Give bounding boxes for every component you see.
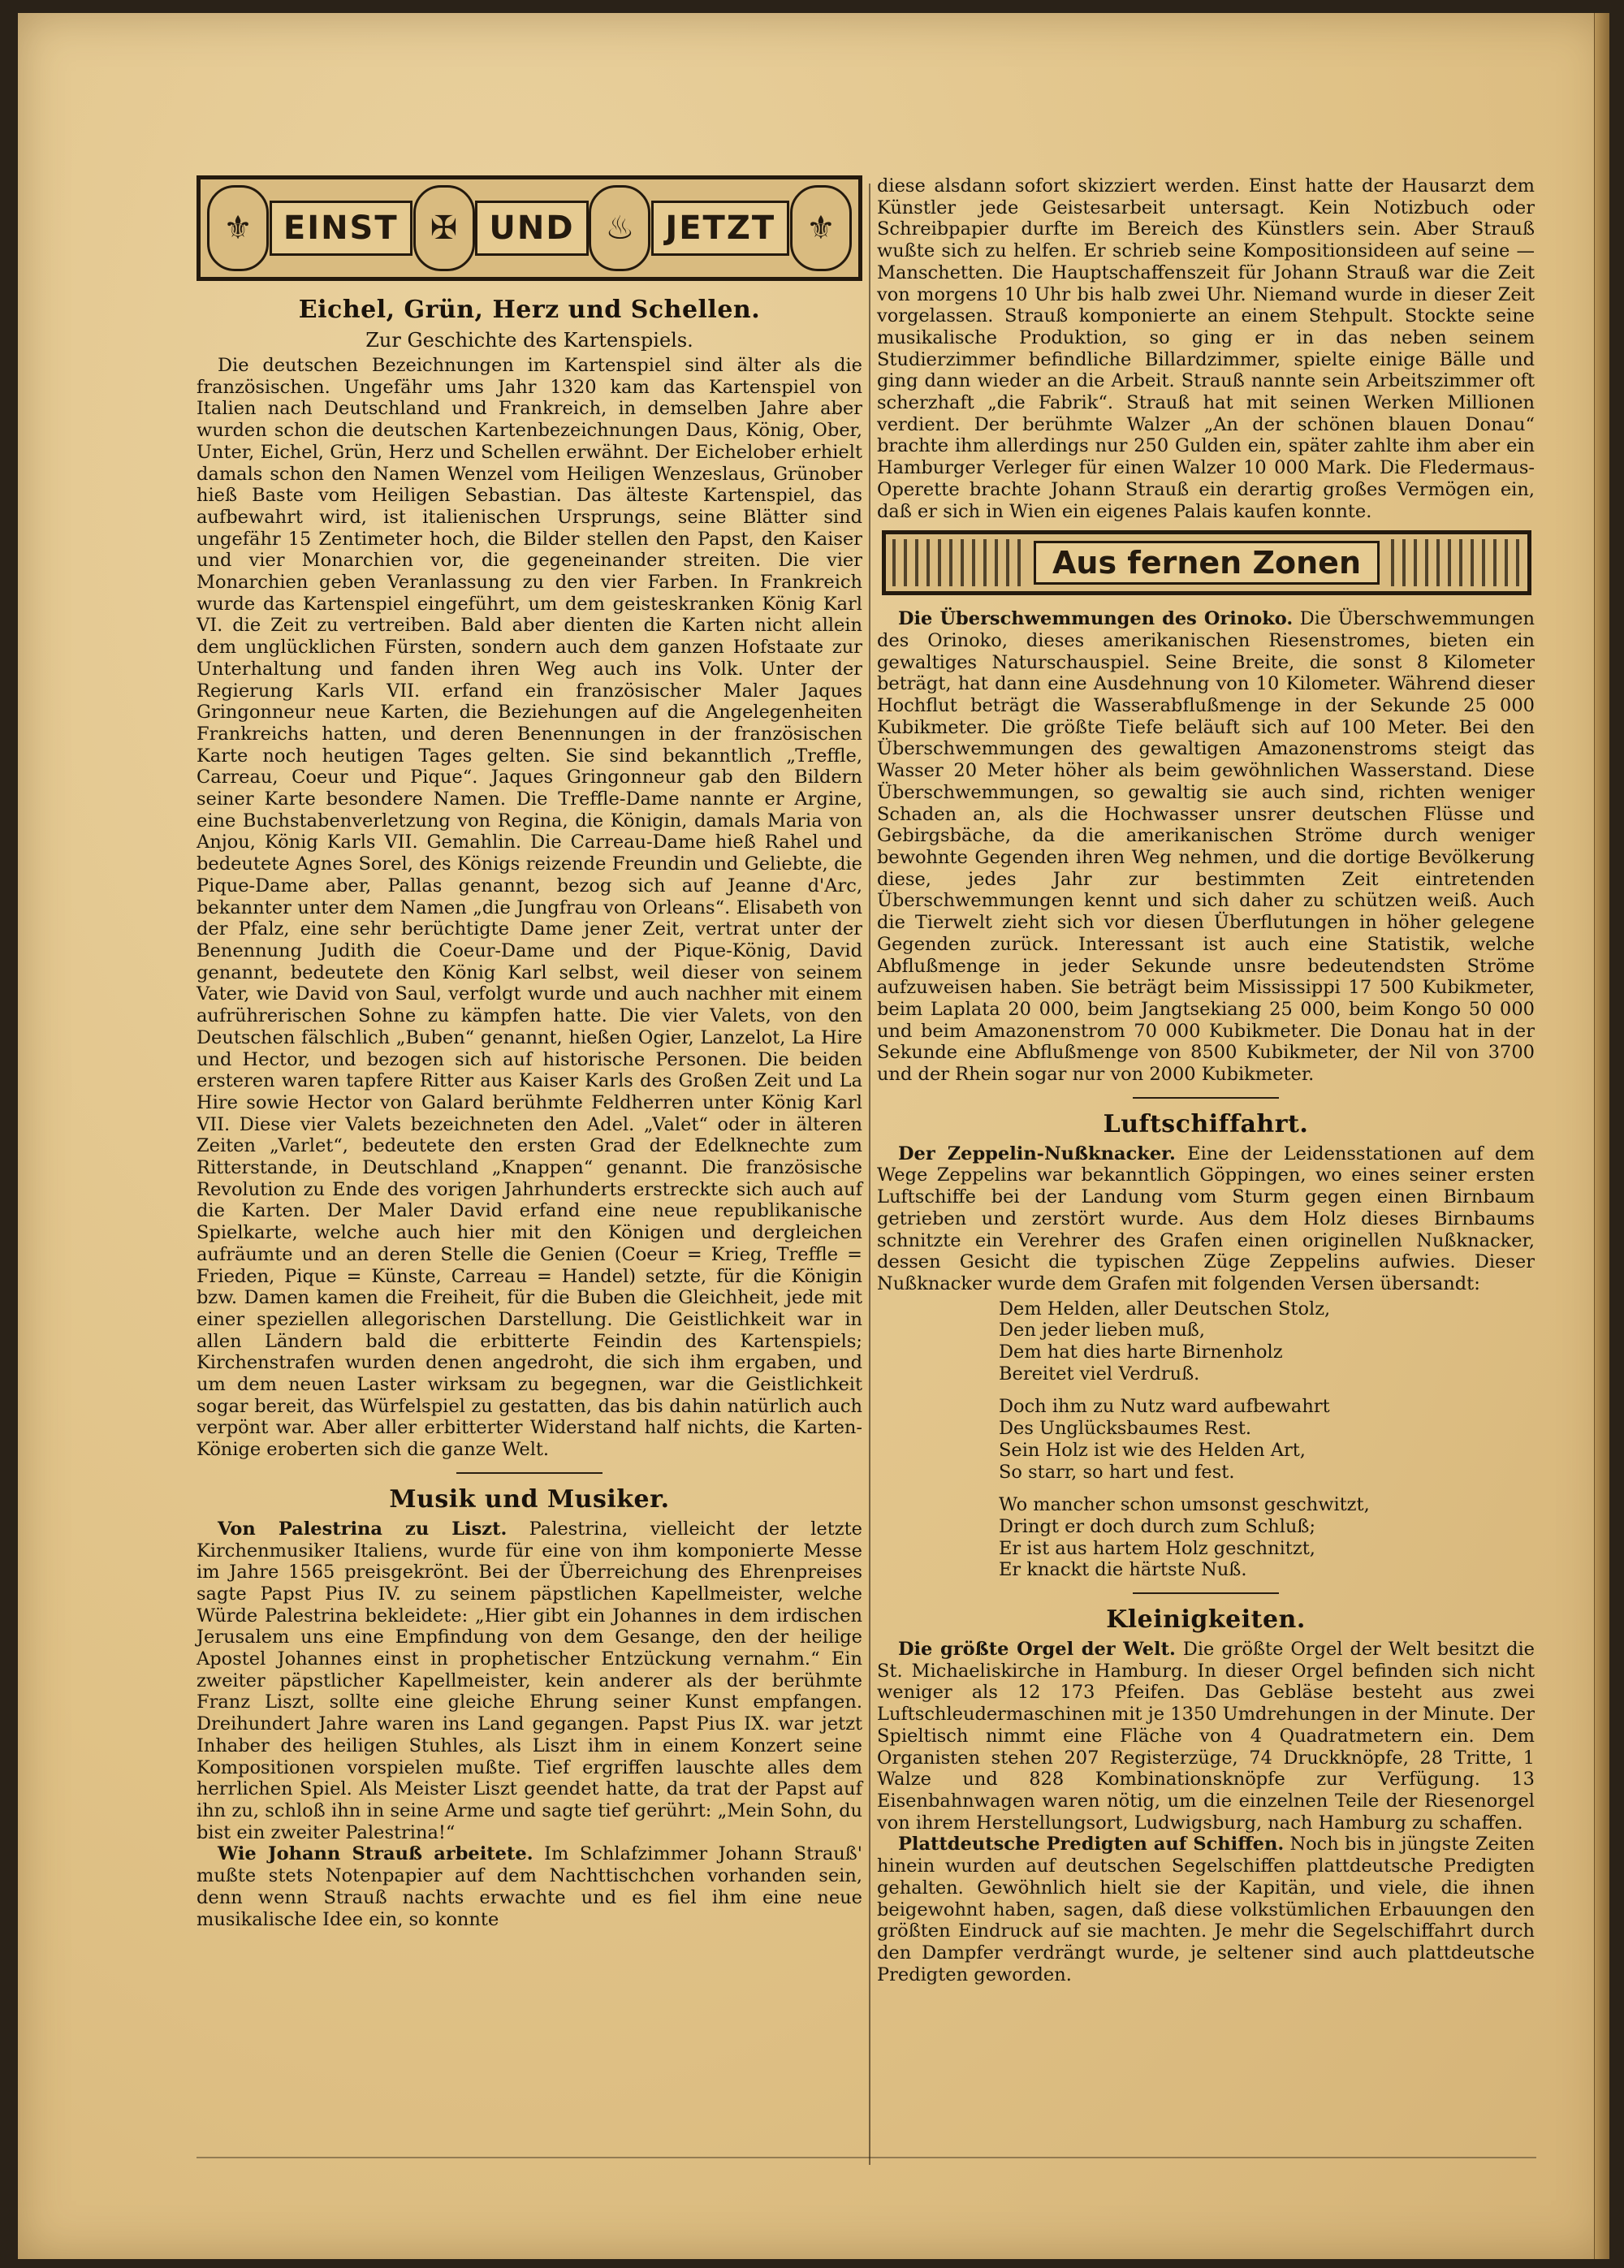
- column-divider: [869, 184, 870, 2165]
- paragraph-lead: Plattdeutsche Predigten auf Schiffen.: [898, 1834, 1285, 1855]
- article-paragraph: [877, 1834, 1535, 1985]
- article-paragraph-continued: diese alsdann sofort skizziert werden. Einst hatte der Hausarzt dem Künstler jede Geistesarbeit untersagt. Kein Notizbuch oder Schreibpapier durfte im Bereich des Künstlers sein. Aber Strauß wußte sich zu helfen. Er schrieb seine Kompositionsideen auf seine — Manschetten. Die Hauptschaffenszeit für Johann Strauß war die Zeit von morgens 10 Uhr bis halb zwei Uhr. Niemand wurde in dieser Zeit vorgelassen. Strauß komponierte an einem Stehpult. Stockte seine musikalische Produktion, so ging er in das neben seinem Studierzimmer befindliche Billardzimmer, spielte einige Bälle und ging dann wieder an die Arbeit. Strauß nannte sein Arbeitszimmer oft scherzhaft „die Fabrik“. Strauß hat mit seinen Werken Millionen verdient. Der berühmte Walzer „An der schönen blauen Donau“ brachte ihm allerdings nur 250 Gulden ein, später zahlte ihm aber ein Hamburger Verleger für einen Walzer 10 000 Mark. Die Fledermaus-Operette brachte Johann Strauß ein derartig großes Vermögen ein, daß er sich in Wien ein eigenes Palais kaufen konnte.: [877, 175, 1535, 522]
- banner-label: Aus fernen Zonen: [1034, 541, 1380, 585]
- poem-line: Bereitet viel Verdruß.: [999, 1363, 1200, 1385]
- bottom-rule: [197, 2157, 1536, 2158]
- article-subtitle: Zur Geschichte des Kartenspiels.: [365, 329, 693, 352]
- separator-rule: [456, 1472, 603, 1474]
- banner-word-und: UND: [475, 201, 588, 256]
- aus-fernen-zonen-banner: [882, 530, 1531, 595]
- article-paragraph: [197, 1843, 862, 1930]
- poem-line: Er ist aus hartem Holz geschnitzt,: [999, 1537, 1315, 1559]
- paragraph-body: Noch bis in jüngste Zeiten hinein wurden auf deutschen Segelschiffen plattdeutsche Predigten gehalten. Gewöhnlich hielt sie der Kapitän, und viele, die ihnen beigewohnt haben, sagen, daß diese volkstümlichen Erbauungen den größten Eindruck auf sie machten. Je mehr die Segelschiffahrt durch den Dampfer verdrängt wurde, je seltener sind auch plattdeutsche Predigten geworden.: [877, 1834, 1535, 1985]
- section-title-kleinigkeiten: Kleinigkeiten.: [1106, 1605, 1306, 1635]
- banner-word-einst: EINST: [270, 201, 412, 256]
- article-paragraph: [197, 1518, 862, 1844]
- article-paragraph: [877, 1143, 1535, 1295]
- section-title-musik: Musik und Musiker.: [389, 1484, 670, 1514]
- poem-line: Wo mancher schon umsonst geschwitzt,: [999, 1494, 1370, 1516]
- paragraph-lead: Die größte Orgel der Welt.: [898, 1639, 1176, 1661]
- ornament-icon: ⚜: [790, 185, 852, 271]
- separator-rule: [1133, 1097, 1279, 1099]
- paragraph-body: Eine der Leidensstationen auf dem Wege Zeppelins war bekanntlich Göppingen, wo eines seiner ersten Luftschiffe bei der Landung vom Sturm gegen einen Birnbaum getrieben und zerstört wurde. Aus dem Holz dieses Birnbaums schnitzte ein Verehrer des Grafen einen originellen Nußknacker, dessen Gesicht die typischen Züge Zeppelins aufwies. Dieser Nußknacker wurde dem Grafen mit folgenden Versen übersandt:: [877, 1143, 1535, 1294]
- page-fold: [1594, 13, 1609, 2259]
- poem-line: Doch ihm zu Nutz ward aufbewahrt: [999, 1396, 1330, 1418]
- poem-line: Des Unglücksbaumes Rest.: [999, 1418, 1252, 1440]
- poem-line: Er knackt die härtste Nuß.: [999, 1559, 1247, 1581]
- paragraph-body: Im Schlafzimmer Johann Strauß' mußte stets Notenpapier auf dem Nachttischchen vorhanden sein, denn wenn Strauß nachts erwachte und es fiel ihm eine neue musikalische Idee ein, so konnte: [197, 1843, 862, 1930]
- section-title-luftschiffahrt: Luftschiffahrt.: [1103, 1109, 1309, 1138]
- paragraph-lead: Die Überschwemmungen des Orinoko.: [898, 608, 1294, 630]
- ornament-icon: ⚜: [207, 185, 269, 271]
- banner-pattern: [892, 539, 1022, 586]
- poem-line: Den jeder lieben muß,: [999, 1320, 1205, 1341]
- poem-line: Dringt er doch durch zum Schluß;: [999, 1515, 1316, 1537]
- paragraph-lead: Von Palestrina zu Liszt.: [218, 1518, 508, 1540]
- poem-line: Dem hat dies harte Birnenholz: [999, 1341, 1283, 1363]
- paragraph-lead: Der Zeppelin-Nußknacker.: [898, 1143, 1176, 1164]
- article-paragraph: Die deutschen Bezeichnungen im Kartenspiel sind älter als die französischen. Ungefähr ums Jahr 1320 kam das Kartenspiel von Italien nach Deutschland und Frankreich, in demselben Jahre aber wurden schon die deutschen Kartenbezeichnungen Daus, König, Ober, Unter, Eichel, Grün, Herz und Schellen erwähnt. Der Eichelober erhielt damals schon den Namen Wenzel vom Heiligen Wenzeslaus, Grünober hieß Baste vom Heiligen Sebastian. Das älteste Kartenspiel, das aufbewahrt wird, ist italienischen Ursprungs, seine Blätter sind ungefähr 15 Zentimeter hoch, die Bilder stellen den Papst, den Kaiser und vier Monarchien vor, die gegeneinander streiten. Die vier Monarchien geben Veranlassung zu den vier Farben. In Frankreich wurde das Kartenspiel eingeführt, um dem geisteskranken König Karl VI. die Zeit zu vertreiben. Bald aber dienten die Karten nicht allein dem unglücklichen Fürsten, sondern auch dem ganzen Hofstaate zur Unterhaltung und fanden ihren Weg auch ins Volk. Unter der Regierung Karls VII. erfand ein französischer Maler Jaques Gringonneur neue Karten, die Beziehungen auf die Angelegenheiten Frankreichs hatten, und deren Benennungen in der französischen Karte noch heutigen Tages gelten. Sie sind bekanntlich „Treffle, Carreau, Coeur und Pique“. Jaques Gringonneur gab den Bildern seiner Karte besondere Namen. Die Treffle-Dame nannte er Argine, eine Buchstabenverletzung von Regina, die Königin, damals Maria von Anjou, König Karls VII. Gemahlin. Die Carreau-Dame hieß Rahel und bedeutete Agnes Sorel, des Königs reizende Freundin und Geliebte, die Pique-Dame aber, Pallas genannt, bezog sich auf Jeanne d'Arc, bekannter unter dem Namen „die Jungfrau von Orleans“. Elisabeth von der Pfalz, eine sehr berüchtigte Dame jener Zeit, vertrat unter der Benennung Judith die Coeur-Dame und der Pique-König, David genannt, bedeutete den König Karl selbst, weil dieser von seinem Vater, wie David von Saul, verfolgt wurde und auch nachher mit einem aufrührerischen Sohne zu kämpfen hatte. Die vier Valets, von den Deutschen fälschlich „Buben“ genannt, hießen Ogier, Lanzelot, La Hire und Hector, und bezogen sich auf historische Personen. Die beiden ersteren waren tapfere Ritter aus Kaiser Karls des Großen Zeit und La Hire sowie Hector von Galard berühmte Feldherren unter König Karl VII. Diese vier Valets bezeichneten den Adel. „Valet“ oder in älteren Zeiten „Varlet“, bedeutete den ersten Grad der Edelknechte zum Ritterstande, in Deutschland „Knappen“ genannt. Die französische Revolution zu Ende des vorigen Jahrhunderts erstreckte sich auch auf die Karten. Der Maler David erfand eine neue republikanische Spielkarte, welche auch hier mit den Königen und dergleichen aufräumte und an deren Stelle die Genien (Coeur = Krieg, Treffle = Frieden, Pique = Künste, Carreau = Handel) setzte, für die Königin bzw. Damen kamen die Freiheit, für die Buben die Gleichheit, jede mit einer speziellen allegorischen Darstellung. Die Geistlichkeit war in allen Ländern bald die erbitterte Feindin des Kartenspiels; Kirchenstrafen wurden denen angedroht, die sich ihm ergaben, und um dem neuen Laster wirksam zu begegnen, war die Geistlichkeit sogar bereit, das Würfelspiel zu gestatten, das bis dahin natürlich auch verpönt war. Aber aller erbitterter Widerstand half nichts, die Karten-Könige eroberten sich die ganze Welt.: [197, 355, 862, 1461]
- banner-pattern: [1391, 539, 1521, 586]
- paragraph-body: Palestrina, vielleicht der letzte Kirchenmusiker Italiens, wurde für eine von ihm komponierte Messe im Jahre 1565 preisgekrönt. Bei der Überreichung des Ehrenpreises sagte Papst Pius IV. zu seinem päpstlichen Kapellmeister, welche Würde Palestrina bekleidete: „Hier gibt ein Johannes in dem irdischen Jerusalem uns eine Empfindung von dem Gesange, den der heilige Apostel Johannes einst in prophetischer Entzückung vernahm.“ Ein zweiter päpstlicher Kapellmeister, kein anderer als der berühmte Franz Liszt, sollte eine gleiche Ehrung seiner Kunst empfangen. Dreihundert Jahre waren ins Land gegangen. Papst Pius IX. war jetzt Inhaber des heiligen Stuhles, als Liszt ihm in einem Konzert seine Kompositionen vorspielen mußte. Tief ergriffen lauschte alles dem herrlichen Spiel. Als Meister Liszt geendet hatte, da trat der Papst auf ihn zu, schloß ihn in seine Arme und sagte tief gerührt: „Mein Sohn, du bist ein zweiter Palestrina!“: [197, 1518, 862, 1843]
- poem-stanza: [999, 1298, 1535, 1385]
- poem-stanza: [999, 1494, 1535, 1581]
- banner-word-jetzt: JETZT: [651, 201, 789, 256]
- separator-rule: [1133, 1592, 1279, 1594]
- paragraph-body: Die größte Orgel der Welt besitzt die St. Michaeliskirche in Hamburg. In dieser Orgel befinden sich nicht weniger als 12 173 Pfeifen. Das Gebläse besteht aus zwei Luftschleudermaschinen mit je 1350 Umdrehungen in der Minute. Der Spieltisch nimmt eine Fläche von 4 Quadratmetern ein. Dem Organisten stehen 207 Registerzüge, 74 Druckknöpfe, 28 Tritte, 1 Walze und 828 Kombinationsknöpfe zur Verfügung. 13 Eisenbahnwagen waren nötig, um die einzelnen Teile der Riesenorgel von ihrem Herstellungsort, Ludwigsburg, nach Hamburg zu schaffen.: [877, 1639, 1535, 1834]
- article-paragraph: [877, 608, 1535, 1085]
- cross-ornament-icon: ✠: [413, 185, 475, 271]
- einst-und-jetzt-banner: [197, 175, 862, 281]
- article-title-kartenspiel: Eichel, Grün, Herz und Schellen.: [298, 296, 761, 324]
- right-column: [877, 175, 1535, 1985]
- poem-line: So starr, so hart und fest.: [999, 1461, 1235, 1483]
- poem: [999, 1298, 1535, 1581]
- poem-line: Dem Helden, aller Deutschen Stolz,: [999, 1298, 1331, 1320]
- poem-line: Sein Holz ist wie des Helden Art,: [999, 1439, 1306, 1461]
- article-paragraph: [877, 1639, 1535, 1834]
- lamp-ornament-icon: ♨: [589, 185, 650, 271]
- paragraph-body: Die Überschwemmungen des Orinoko, dieses amerikanischen Riesenstromes, bieten ein gewaltiges Naturschauspiel. Seine Breite, die sonst 8 Kilometer beträgt, hat dann eine Ausdehnung von 10 Kilometer. Während dieser Hochflut beträgt die Wasserabflußmenge in der Sekunde 25 000 Kubikmeter. Die größte Tiefe beläuft sich auf 100 Meter. Bei den Überschwemmungen des gewaltigen Amazonenstroms steigt das Wasser 20 Meter höher als beim gewöhnlichen Wasserstand. Diese Überschwemmungen, so gewaltig sie auch sind, richten weniger Schaden an, als die Hochwasser unsrer deutschen Flüsse und Gebirgsbäche, da die amerikanischen Ströme durch weniger bewohnte Gegenden ihren Weg nehmen, und die dortige Bevölkerung diese, jedes Jahr zur bestimmten Zeit eintretenden Überschwemmungen kennt und sich daher zu schützen weiß. Auch die Tierwelt zieht sich vor diesen Überflutungen in höher gelegene Gegenden zurück. Interessant ist auch eine Statistik, welche Abflußmenge in jeder Sekunde unsre bedeutendsten Ströme aufzuweisen haben. Sie beträgt beim Mississippi 17 500 Kubikmeter, beim Laplata 20 000, beim Jangtsekiang 25 000, beim Kongo 50 000 und beim Amazonenstrom 70 000 Kubikmeter. Die Donau hat in der Sekunde eine Abflußmenge von 8500 Kubikmeter, der Nil von 3700 und der Rhein sogar nur von 2000 Kubikmeter.: [877, 608, 1535, 1086]
- newspaper-page: [18, 13, 1609, 2259]
- poem-stanza: [999, 1396, 1535, 1483]
- left-column: [197, 175, 862, 1930]
- paragraph-lead: Wie Johann Strauß arbeitete.: [218, 1843, 533, 1865]
